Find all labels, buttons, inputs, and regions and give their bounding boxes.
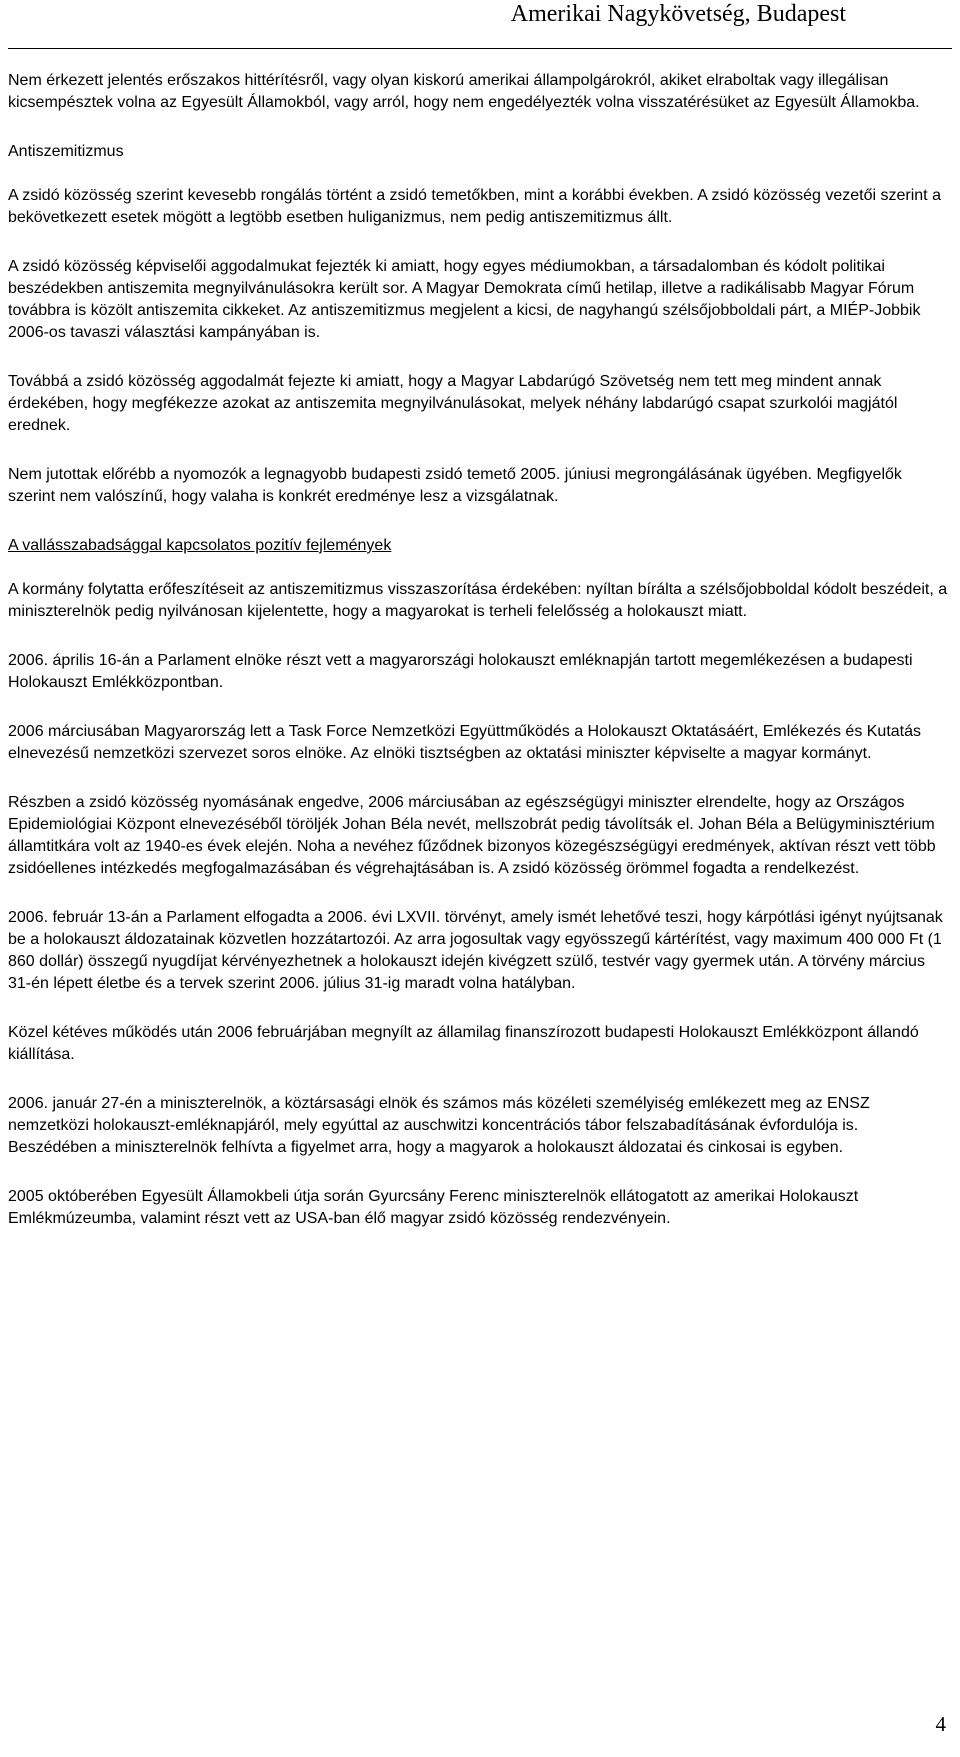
paragraph: Részben a zsidó közösség nyomásának engedve, 2006 márciusában az egészségügyi miniszter elrendelte, hogy az Országos Epidemiológiai Központ elnevezéséből töröljék Johan Béla nevét, mellszobrát pedig távolítsák el. Johan Béla a Belügyminisztérium államtitkára volt az 1940-es évek elején. Noha a nevéhez fűződnek bizonyos közegészségügyi eredmények, aktívan részt vett több zsidóellenes intézkedés megfogalmazásában és végrehajtásában is. A zsidó közösség örömmel fogadta a rendelkezést. xyxy=(8,794,936,877)
header-title: Amerikai Nagykövetség, Budapest xyxy=(510,1,846,27)
paragraph: Közel kétéves működés után 2006 februárjában megnyílt az államilag finanszírozott budapesti Holokauszt Emlékközpont állandó kiállítása. xyxy=(8,1024,919,1063)
paragraph: A kormány folytatta erőfeszítéseit az antiszemitizmus visszaszorítása érdekében: nyíltan bírálta a szélsőjobboldal kódolt beszédeit, a miniszterelnök pedig nyilvánosan kijelentette, hogy a magyarokat is terheli felelősség a holokauszt miatt. xyxy=(8,581,948,620)
paragraph: 2005 októberében Egyesült Államokbeli útja során Gyurcsány Ferenc miniszterelnök ellátogatott az amerikai Holokauszt Emlékmúzeumba, valamint részt vett az USA-ban élő magyar zsidó közösség rendezvényein. xyxy=(8,1188,859,1227)
paragraph: 2006. február 13-án a Parlament elfogadta a 2006. évi LXVII. törvényt, amely ismét lehetővé teszi, hogy kárpótlási igényt nyújtsanak be a holokauszt áldozatainak közvetlen hozzátartozói. Az arra jogosultak vagy egyösszegű kártérítést, vagy maximum 400 000 Ft (1 860 dollár) összegű nyugdíjat kérvényezhetnek a holokauszt idején kivégzett szülő, testvér vagy gyermek után. A törvény március 31-én lépett életbe és a tervek szerint 2006. július 31-ig maradt volna hatályban. xyxy=(8,909,943,992)
section-heading-antisemitism: Antiszemitizmus xyxy=(8,143,124,160)
section-heading-positive-developments: A vallásszabadsággal kapcsolatos pozitív fejlemények xyxy=(8,537,392,554)
paragraph: 2006. január 27-én a miniszterelnök, a köztársasági elnök és számos más közéleti személyiség emlékezett meg az ENSZ nemzetközi holokauszt-emléknapjáról, mely egyúttal az auschwitzi koncentrációs tábor felszabadításának évfordulója is. Beszédében a miniszterelnök felhívta a figyelmet arra, hogy a magyarok a holokauszt áldozatai és cinkosai is egyben. xyxy=(8,1095,870,1156)
paragraph: A zsidó közösség szerint kevesebb rongálás történt a zsidó temetőkben, mint a korábbi években. A zsidó közösség vezetői szerint a bekövetkezett esetek mögött a legtöbb esetben huliganizmus, nem pedig antiszemitizmus állt. xyxy=(8,187,941,226)
page-header xyxy=(0,0,960,52)
paragraph: Nem jutottak előrébb a nyomozók a legnagyobb budapesti zsidó temető 2005. júniusi megrongálásának ügyében. Megfigyelők szerint nem valószínű, hogy valaha is konkrét eredménye lesz a vizsgálatnak. xyxy=(8,466,902,505)
paragraph: Nem érkezett jelentés erőszakos hittérítésről, vagy olyan kiskorú amerikai állampolgárokról, akiket elraboltak vagy illegálisan kicsempésztek volna az Egyesült Államokból, vagy arról, hogy nem engedélyezték volna visszatérésüket az Egyesült Államokba. xyxy=(8,72,920,111)
paragraph: 2006. április 16-án a Parlament elnöke részt vett a magyarországi holokauszt emléknapján tartott megemlékezésen a budapesti Holokauszt Emlékközpontban. xyxy=(8,652,913,691)
paragraph: Továbbá a zsidó közösség aggodalmát fejezte ki amiatt, hogy a Magyar Labdarúgó Szövetség nem tett meg mindent annak érdekében, hogy megfékezze azokat az antiszemita megnyilvánulásokat, melyek néhány labdarúgó csapat szurkolói magjától erednek. xyxy=(8,373,898,434)
paragraph: A zsidó közösség képviselői aggodalmukat fejezték ki amiatt, hogy egyes médiumokban, a társadalomban és kódolt politikai beszédekben antiszemita megnyilvánulásokra került sor. A Magyar Demokrata című hetilap, illetve a radikálisabb Magyar Fórum továbbra is közölt antiszemita cikkeket. Az antiszemitizmus megjelent a kicsi, de nagyhangú szélsőjobboldali párt, a MIÉP-Jobbik 2006-os tavaszi választási kampányában is. xyxy=(8,258,921,341)
page-number: 4 xyxy=(935,1712,946,1736)
header-divider xyxy=(8,48,952,49)
paragraph: 2006 márciusában Magyarország lett a Task Force Nemzetközi Együttműködés a Holokauszt Oktatásáért, Emlékezés és Kutatás elnevezésű nemzetközi szervezet soros elnöke. Az elnöki tisztségben az oktatási miniszter képviselte a magyar kormányt. xyxy=(8,723,922,762)
document-body xyxy=(8,70,948,1257)
